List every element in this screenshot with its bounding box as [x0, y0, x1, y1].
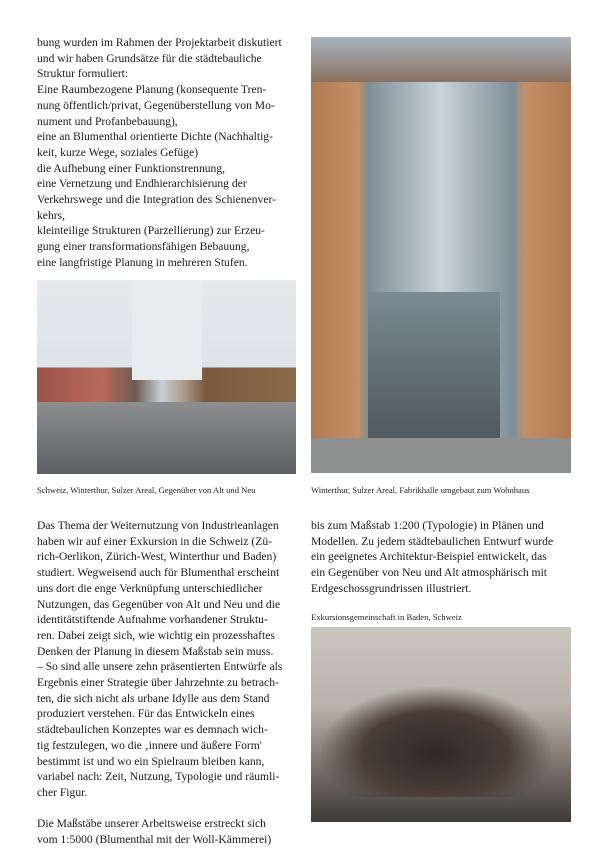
- paragraph-2: [37, 816, 282, 847]
- text-line: Nutzungen, das Gegenüber von Alt und Neu und die: [37, 597, 281, 611]
- text-line: und wir haben Grundsätze für die städtebauliche: [37, 51, 262, 65]
- text-line: ren. Dabei zeigt sich, wie wichtig ein prozesshaftes: [37, 628, 275, 642]
- text-line: – So sind alle unsere zehn präsentierten Entwürfe als: [37, 660, 283, 674]
- text-line: gung einer transformationsfähigen Bebauung,: [37, 240, 250, 254]
- text-line: Das Thema der Weiternutzung von Industrieanlagen: [37, 519, 279, 532]
- photo-excursion-group: [311, 627, 571, 822]
- text-line: identitätstiftende Aufnahme vorhandener Struktu-: [37, 613, 268, 627]
- text-line: cher Figur.: [37, 785, 88, 799]
- text-line: die Aufhebung einer Funktionstrennung,: [37, 161, 226, 175]
- text-line: eine Vernetzung und Endhierarchisierung der: [37, 177, 247, 191]
- text-line: Eine Raumbezogene Planung (konsequente Tren-: [37, 83, 267, 97]
- text-line: produziert verstehen. Für das Entwickeln eines: [37, 707, 255, 721]
- text-line: tig festzulegen, wo die ‚innere und äußere Form': [37, 738, 262, 752]
- paragraph-1: [37, 518, 282, 801]
- text-line: haben wir auf einer Exkursion in die Schweiz (Zü-: [37, 534, 273, 548]
- text-line: ein geeignetes Architektur-Beispiel entwickelt, das: [311, 550, 547, 564]
- text-line: Struktur formuliert:: [37, 67, 129, 81]
- photo-street-sulzer-areal: [37, 280, 296, 474]
- text-line: kehrs,: [37, 208, 66, 222]
- text-line: studiert. Wegweisend auch für Blumenthal erscheint: [37, 566, 280, 580]
- text-line: variabel nach: Zeit, Nutzung, Typologie und räumli-: [37, 770, 280, 784]
- text-line: uns dort die enge Verknüpfung unterschiedlicher: [37, 581, 263, 595]
- text-line: nument und Profanbebauung),: [37, 114, 178, 128]
- text-line: Die Maßstäbe unserer Arbeitsweise erstreckt sich: [37, 817, 266, 831]
- text-line: ten, die sich nicht als urbane Idylle aus dem Stand: [37, 691, 270, 705]
- text-line: Verkehrswege und die Integration des Schienenver-: [37, 193, 276, 207]
- caption-group: Exkursionsgemeinschaft in Baden, Schweiz: [311, 612, 462, 622]
- text-line: Erdgeschossgrundrissen illustriert.: [311, 581, 472, 595]
- text-line: bung wurden im Rahmen der Projektarbeit diskutiert: [37, 36, 282, 49]
- text-line: städtebaulichen Konzeptes war es demnach wich-: [37, 723, 268, 737]
- text-line: Modellen. Zu jedem städtebaulichen Entwurf wurde: [311, 534, 554, 548]
- intro-text: [37, 35, 282, 271]
- caption-hall: Winterthur, Sulzer Areal, Fabrikhalle umgebaut zum Wohnhaus: [311, 485, 530, 495]
- caption-street: Schweiz, Winterthur, Sulzer Areal, Gegenüber von Alt und Neu: [37, 485, 256, 495]
- text-line: nung öffentlich/privat, Gegenüberstellung von Mo-: [37, 98, 275, 112]
- text-line: ein Gegenüber von Neu und Alt atmosphärisch mit: [311, 566, 548, 580]
- text-line: rich-Oerlikon, Zürich-West, Winterthur und Baden): [37, 550, 277, 564]
- text-line: kleinteilige Strukturen (Parzellierung) zur Erzeu-: [37, 224, 265, 238]
- text-line: vom 1:5000 (Blumenthal mit der Woll-Kämmerei): [37, 833, 272, 847]
- text-line: keit, kurze Wege, soziales Gefüge): [37, 145, 199, 159]
- text-line: eine an Blumenthal orientierte Dichte (Nachhaltig-: [37, 130, 273, 144]
- text-line: bestimmt ist und wo ein Spielraum bleiben kann,: [37, 754, 265, 768]
- text-line: eine langfristige Planung in mehreren Stufen.: [37, 255, 248, 269]
- photo-factory-hall: [311, 37, 571, 473]
- text-line: Ergebnis einer Strategie über Jahrzehnte zu betrach-: [37, 676, 279, 690]
- body-text-left: [37, 518, 282, 848]
- text-line: Denken der Planung in diesem Maßstab sein muss.: [37, 644, 274, 658]
- body-text-right: [311, 518, 553, 597]
- text-line: bis zum Maßstab 1:200 (Typologie) in Plänen und: [311, 519, 544, 532]
